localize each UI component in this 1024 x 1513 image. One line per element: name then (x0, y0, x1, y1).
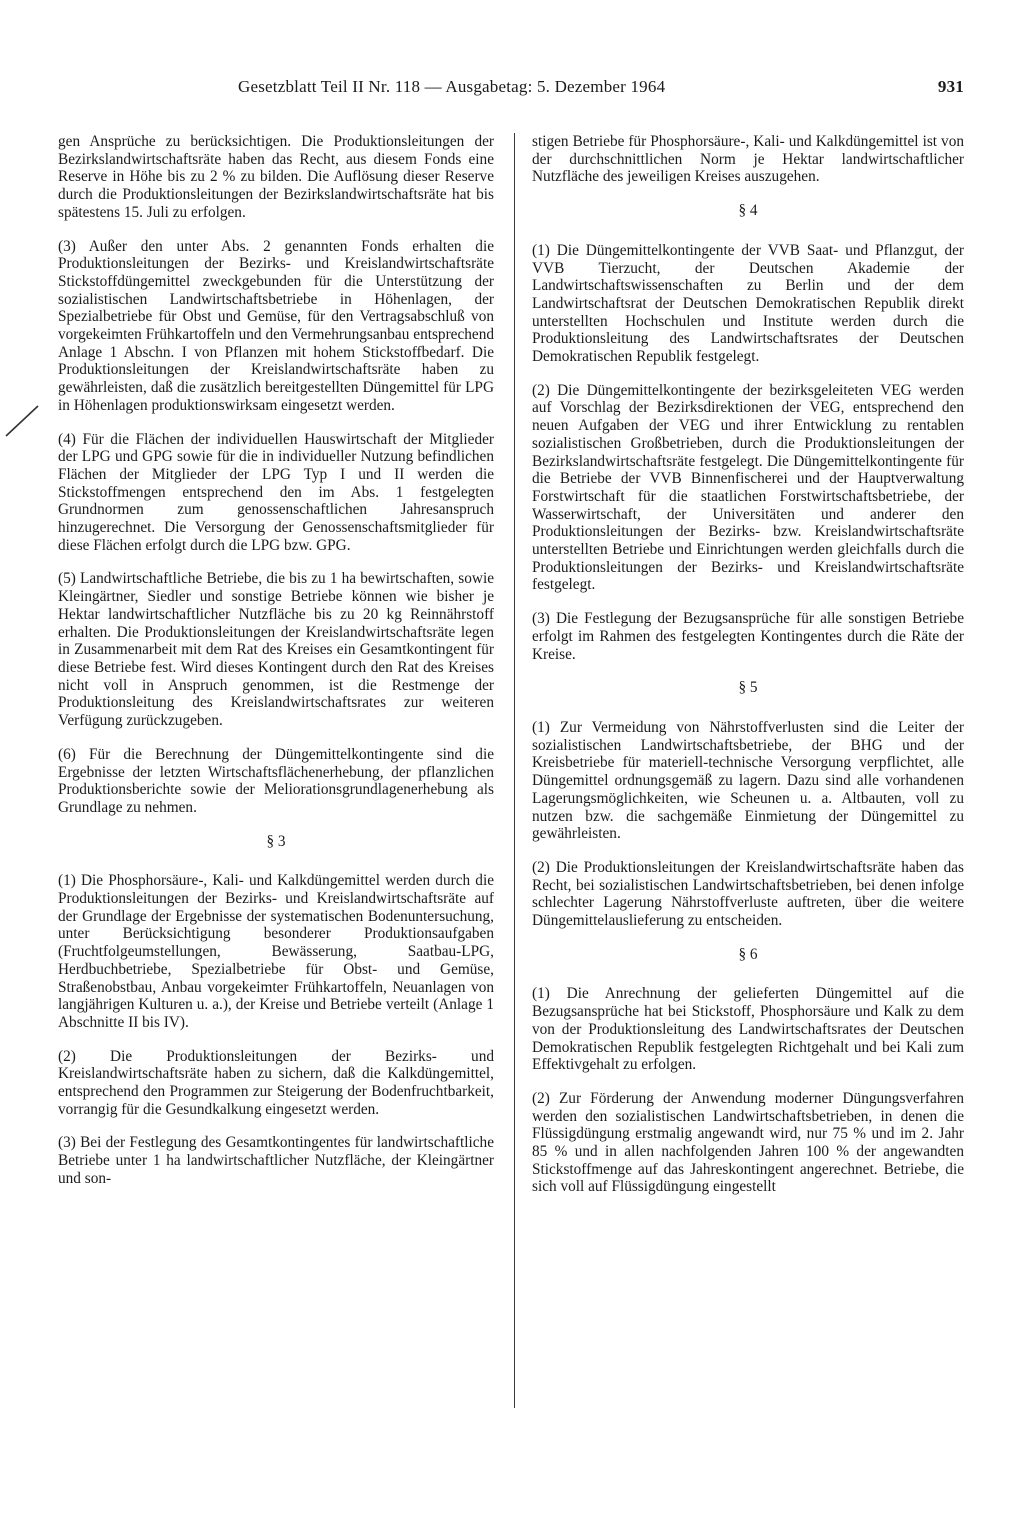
header-title: Gesetzblatt Teil II Nr. 118 — Ausgabetag: 5. Dezember 1964 (238, 77, 666, 96)
paragraph: (3) Bei der Festlegung des Gesamtkontingentes für landwirtschaftliche Betriebe unter 1 ha landwirtschaftlicher Nutzfläche, der Kleingärtner und son- (58, 1134, 494, 1187)
section-heading: § 3 (266, 832, 286, 850)
paragraph: stigen Betriebe für Phosphorsäure-, Kali- und Kalkdüngemittel ist von der durchschnittlichen Norm je Hektar landwirtschaftlicher Nutzfläche des jeweiligen Kreises auszugehen. (532, 133, 964, 186)
section-heading: § 5 (738, 679, 758, 697)
left-column (58, 133, 494, 1204)
section-heading: § 4 (738, 202, 758, 220)
paragraph: (1) Zur Vermeidung von Nährstoffverlusten sind die Leiter der sozialistischen Landwirtschaftsbetriebe, der BHG und der Kreisbetriebe für materiell-technische Versorgung verpflichtet, alle Düngemittel ordnungsgemäß zu lagern. Dazu sind alle vorhandenen Lagerungsmöglichkeiten, wie Scheunen u. a. Altbauten, voll zu nutzen bzw. die sachgemäße Einmietung der Düngemittel zu gewährleisten. (532, 718, 964, 843)
page-number: 931 (937, 77, 964, 96)
paragraph: (5) Landwirtschaftliche Betriebe, die bis zu 1 ha bewirtschaften, sowie Kleingärtner, Siedler und sonstige Betriebe können wie bisher je Hektar landwirtschaftlicher Nutzfläche bis zu 20 kg Reinnährstoff erhalten. Die Produktionsleitungen der Kreislandwirtschaftsräte legen in Zusammenarbeit mit dem Rat des Kreises ein Gesamtkontingent für diese Betriebe fest. Wird dieses Kontingent durch den Rat des Kreises nicht voll in Anspruch genommen, ist die Restmenge der Produktionsleitung des Kreislandwirtschaftsrates zur weiteren Verfügung zurückzugeben. (58, 570, 494, 730)
paragraph: (1) Die Phosphorsäure-, Kali- und Kalkdüngemittel werden durch die Produktionsleitungen der Bezirks- und Kreislandwirtschaftsräte auf der Grundlage der Ergebnisse der systematischen Bodenuntersuchung, unter Berücksichtigung besonderer Produktionsaufgaben (Fruchtfolgeumstellungen, Bewässerung, Saatbau-LPG, Herdbuchbetriebe, Spezialbetriebe für Obst- und Gemüse, Straßenobstbau, Anbau vorgekeimter Frühkartoffeln, Neuanlagen von langjährigen Kulturen u. a.), der Kreise und Betriebe verteilt (Anlage 1 Abschnitte II bis IV). (58, 872, 494, 1031)
column-divider (514, 133, 515, 1408)
paragraph: gen Ansprüche zu berücksichtigen. Die Produktionsleitungen der Bezirkslandwirtschaftsräte haben das Recht, aus diesem Fonds eine Reserve in Höhe bis zu 2 % zu bilden. Die Auflösung dieser Reserve durch die Produktionsleitungen der Bezirkslandwirtschaftsräte hat bis spätestens 15. Juli zu erfolgen. (58, 133, 494, 221)
section-heading: § 6 (738, 945, 758, 963)
paragraph: (4) Für die Flächen der individuellen Hauswirtschaft der Mitglieder der LPG und GPG sowie für die in individueller Nutzung befindlichen Flächen der Mitglieder der LPG Typ I und II werden die Stickstoffmengen entsprechend den im Abs. 1 festgelegten Grundnormen zum genossenschaftlichen Jahresanspruch hinzugerechnet. Die Versorgung der Genossenschaftsmitglieder für diese Flächen erfolgt durch die LPG bzw. GPG. (58, 430, 494, 554)
paragraph: (1) Die Düngemittelkontingente der VVB Saat- und Pflanzgut, der VVB Tierzucht, der Deutschen Akademie der Landwirtschaftswissenschaften zu Berlin und der dem Landwirtschaftsrat der Deutschen Demokratischen Republik direkt unterstellten Hochschulen und Institute werden durch die Produktionsleitung des Landwirtschaftsrates der Deutschen Demokratischen Republik festgelegt. (532, 241, 964, 366)
pencil-margin-mark (2, 404, 42, 438)
paragraph: (3) Außer den unter Abs. 2 genannten Fonds erhalten die Produktionsleitungen der Bezirks- und Kreislandwirtschaftsräte Stickstoffdüngemittel zweckgebunden für die Unterstützung der sozialistischen Landwirtschaftsbetriebe in Höhenlagen, der Spezialbetriebe für Obst und Gemüse, für den Vertragsabschluß von vorgekeimten Frühkartoffeln und den Vermehrungsanbau entsprechend Anlage 1 Abschn. I von Pflanzen mit hohem Stickstoffbedarf. Die Produktionsleitungen der Kreislandwirtschaftsräte haben zu gewährleisten, daß die zusätzlich bereitgestellten Düngemittel für LPG in Höhenlagen produktionswirksam eingesetzt werden. (58, 237, 494, 414)
paragraph: (2) Zur Förderung der Anwendung moderner Düngungsverfahren werden den sozialistischen Landwirtschaftsbetrieben, in denen die Flüssigdüngung erstmalig angewandt wird, nur 75 % und im 2. Jahr 85 % und in allen nachfolgenden Jahren 100 % der angewandten Stickstoffmenge auf das Jahreskontingent angerechnet. Betriebe, die sich voll auf Flüssigdüngung eingestellt (532, 1089, 964, 1196)
paragraph: (3) Die Festlegung der Bezugsansprüche für alle sonstigen Betriebe erfolgt im Rahmen des festgelegten Kontingentes durch die Räte der Kreise. (532, 610, 964, 663)
paragraph: (2) Die Produktionsleitungen der Kreislandwirtschaftsräte haben das Recht, bei sozialistischen Landwirtschaftsbetrieben, bei denen infolge schlechter Lagerung Nährstoffverluste auftreten, über die weitere Düngemittelauslieferung zu entscheiden. (532, 858, 964, 930)
paragraph: (6) Für die Berechnung der Düngemittelkontingente sind die Ergebnisse der letzten Wirtschaftsflächenerhebung, der pflanzlichen Produktionsberichte sowie der Meliorationsgrundlagenerhebung als Grundlage zu nehmen. (58, 745, 494, 816)
page-header (238, 77, 964, 105)
right-column (532, 133, 964, 1212)
paragraph: (2) Die Produktionsleitungen der Bezirks- und Kreislandwirtschaftsräte haben zu sichern, daß die Kalkdüngemittel, entsprechend den Programmen zur Steigerung der Bodenfruchtbarkeit, vorrangig für die Gesundkalkung eingesetzt werden. (58, 1047, 494, 1118)
paragraph: (1) Die Anrechnung der gelieferten Düngemittel auf die Bezugsansprüche hat bei Stickstoff, Phosphorsäure und Kalk zu dem von der Produktionsleitung des Landwirtschaftsrates der Deutschen Demokratischen Republik festgelegten Richtgehalt und bei Kali zum Effektivgehalt zu erfolgen. (532, 985, 964, 1074)
paragraph: (2) Die Düngemittelkontingente der bezirksgeleiteten VEG werden auf Vorschlag der Bezirksdirektionen der VEG, entsprechend den neuen Aufgaben der VEG und ihrer Entwicklung zu rentablen sozialistischen Großbetrieben, durch die Produktionsleitungen der Bezirkslandwirtschaftsräte festgelegt. Die Düngemittelkontingente für die Betriebe der VVB Binnenfischerei und der Hauptverwaltung Forstwirtschaft für die staatlichen Forstwirtschaftsbetriebe, der Wasserwirtschaft, der Universitäten und anderer den Produktionsleitungen der Bezirks- bzw. Kreislandwirtschaftsräte unterstellten Betriebe und Einrichtungen werden gleichfalls durch die Produktionsleitungen der Bezirks- und Kreislandwirtschaftsräte festgelegt. (532, 381, 964, 594)
